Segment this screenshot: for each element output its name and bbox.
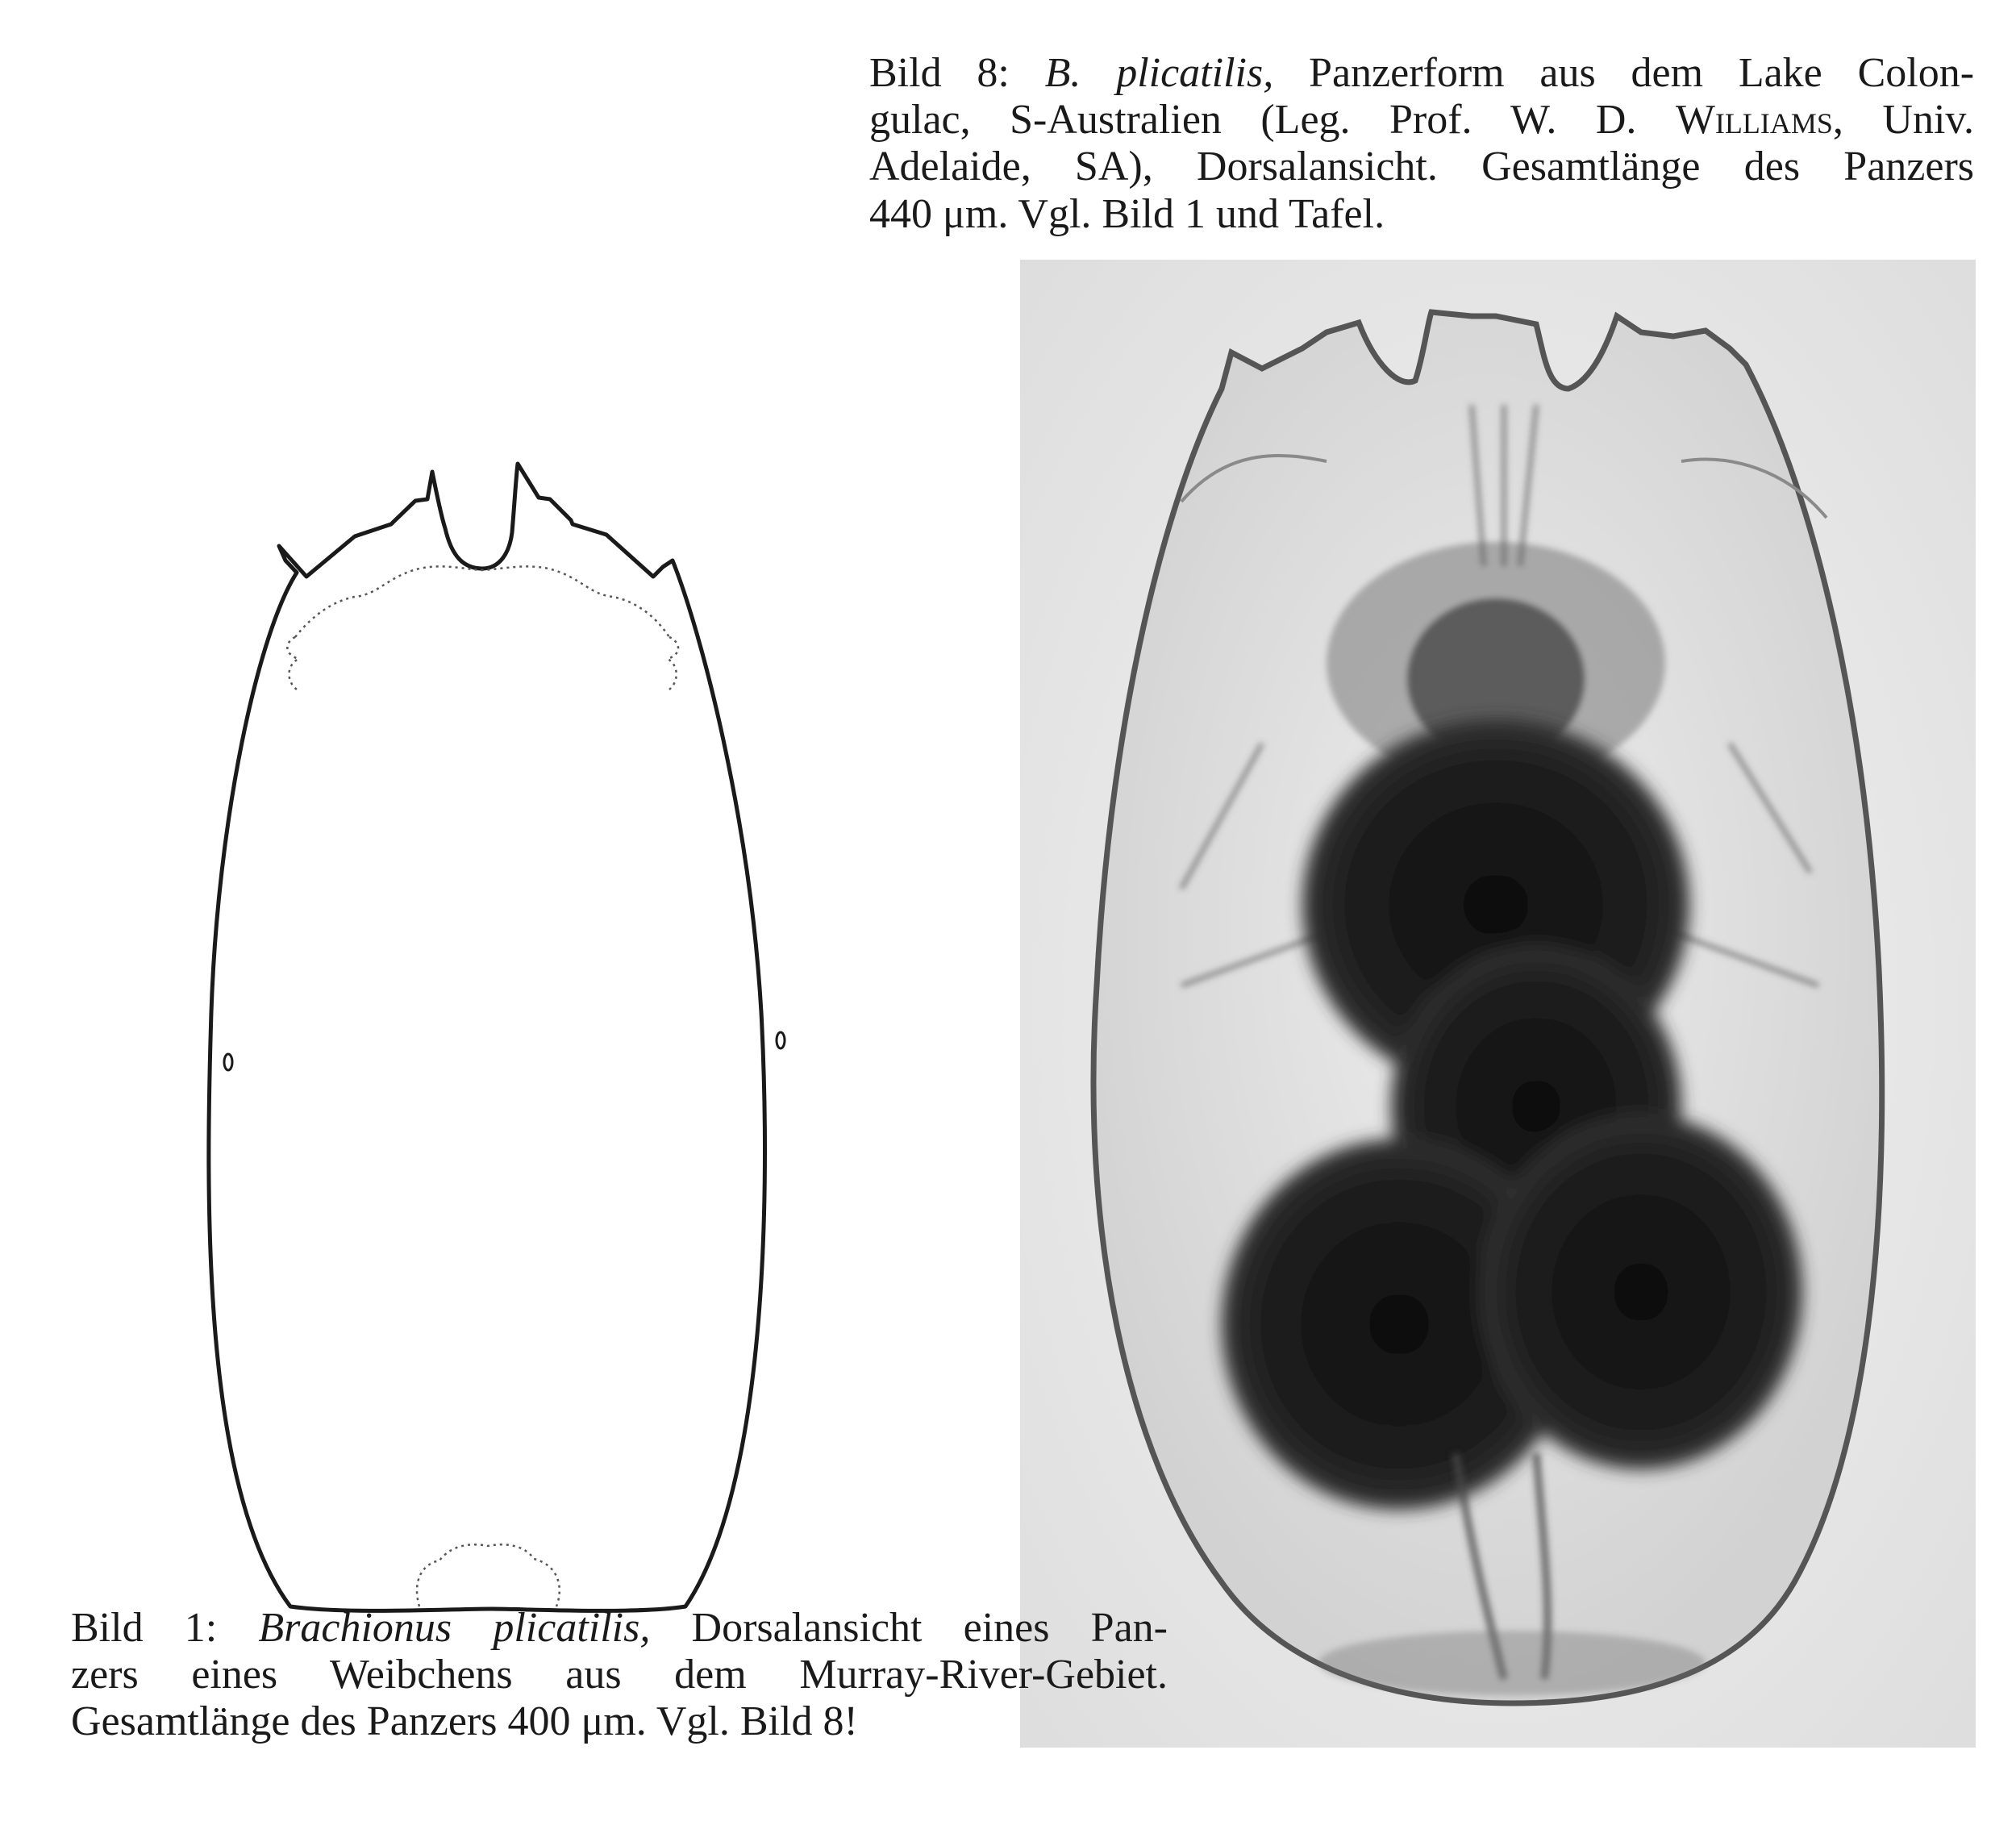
lorica-outline — [209, 464, 765, 1610]
caption-bild-1-text-1: Dorsalansicht eines Pan- — [691, 1605, 1168, 1651]
caption-bild-8-line-2 — [869, 97, 1974, 144]
caption-bild-8-line-3: Adelaide, SA), Dorsalansicht. Gesamtlänge des Panzers — [869, 144, 1974, 190]
lorica-inner-dotted-anterior — [287, 566, 678, 690]
caption-bild-8-label: Bild 8: — [869, 50, 1010, 96]
caption-bild-1-line-1 — [71, 1605, 1168, 1652]
lateral-antenna-right — [777, 1032, 785, 1048]
lorica-inner-dotted-posterior — [417, 1544, 560, 1606]
lorica-line-drawing — [185, 448, 798, 1625]
caption-bild-1-line-2: zers eines Weibchens aus dem Murray-River-Gebiet. — [71, 1652, 1168, 1698]
caption-bild-1-species: Brachionus plicatilis, — [258, 1605, 651, 1651]
micrograph-bild-8 — [1020, 260, 1976, 1748]
caption-bild-8-line-1 — [869, 50, 1974, 97]
lateral-antenna-left — [224, 1054, 232, 1070]
caption-bild-8-text-2: gulac, S-Australien (Leg. Prof. W. D. — [869, 97, 1637, 144]
caption-bild-8-text-1: Panzerform aus dem Lake Colon- — [1309, 50, 1975, 96]
caption-bild-8-species: B. plicatilis, — [1044, 50, 1274, 96]
caption-bild-1-line-3: Gesamtlänge des Panzers 400 μm. Vgl. Bild 8! — [71, 1698, 858, 1745]
specimen-foot-base — [1318, 1631, 1706, 1695]
caption-bild-8-text-3: Univ. — [1882, 97, 1975, 144]
caption-bild-8-line-4: 440 μm. Vgl. Bild 1 und Tafel. — [869, 190, 1385, 237]
caption-bild-1 — [71, 1605, 1168, 1746]
specimen-egg-mass-right — [1480, 1115, 1802, 1469]
caption-bild-1-label: Bild 1: — [71, 1605, 218, 1651]
caption-bild-8 — [869, 50, 1974, 238]
caption-bild-8-collector: Williams, — [1675, 97, 1843, 144]
